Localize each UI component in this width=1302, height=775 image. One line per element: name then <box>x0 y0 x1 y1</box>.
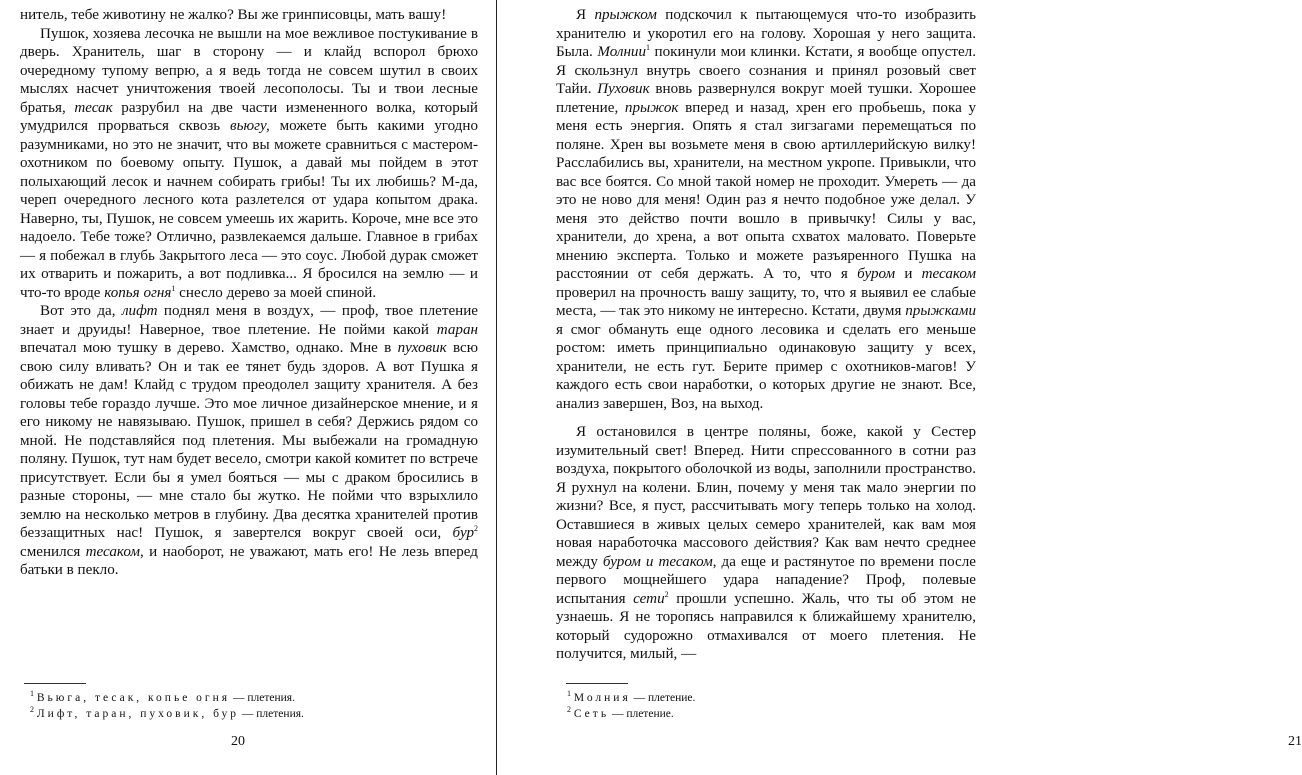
left-page-body <box>20 6 478 580</box>
weave-term: прыжок <box>624 99 679 116</box>
weave-term: пуховик <box>397 340 447 356</box>
footnotes <box>30 690 304 722</box>
footnote-terms: Сеть <box>573 708 610 720</box>
footnote-marker: 2 <box>567 705 571 715</box>
footnote-desc: — плетение. <box>609 708 674 720</box>
weave-term: лифт <box>121 303 158 319</box>
weave-term: бур <box>452 525 474 541</box>
weave-term: тесак <box>74 99 113 116</box>
weave-term: буром и тесаком <box>602 553 713 570</box>
weave-term: прыжком <box>594 7 657 23</box>
weave-term: вьюгу, <box>230 118 270 134</box>
footnote-terms: Вьюга, тесак, копье огня <box>36 692 231 704</box>
footnote-ref: 2 <box>474 523 478 533</box>
weave-term: таран <box>436 321 478 338</box>
footnote-terms: Молния <box>573 692 631 704</box>
footnote-terms: Лифт, таран, пуховик, бур <box>36 708 240 720</box>
right-page <box>500 0 1302 775</box>
footnote-ref: 1 <box>646 42 651 52</box>
weave-term: тесаком <box>921 266 976 282</box>
weave-term: Пуховик <box>597 81 650 97</box>
footnote-desc: — плетения. <box>239 708 304 720</box>
paragraph: Я остановился в центре поляны, боже, какой у Сестер изумительный свет! Вперед. Нити спрессованного в сотни раз воздуха, покрытого оболочкой из воды, заполнили пространство. Я рухнул на колени. Блин, почему у меня так мало энергии по жизни? Все, я пуст, рассчитывать могу теперь только на холод. Оставшиеся в живых целых семеро хранителей, как вам моя новая наработочка массового действия? Как вам нечто среднее между буром и тесаком, да еще и растянутое по времени после первого мощнейшего удара нападение? Проф, полевые испытания сети$^2$ прошли успешно. Жаль, что ты об этом не узнаешь. Я не торопясь направился к ближайшему хранителю, который судорожно отмахивался от моего плетения. Не получится, милый, — <box>556 424 976 662</box>
footnote <box>567 706 695 722</box>
right-page-body <box>556 6 976 664</box>
paragraph: Вот это да, лифт поднял меня в воздух, — проф, твое плетение знает и друиды! Наверное, твое плетение. Не пойми какой таран впечатал мою тушку в дерево. Хамство, однако. Мне в пуховик всю свою силу вливать? Он и так ее тянет будь здоров. А вот Пушка я обижать не дам! Клайд с трудом преодолел защиту хранителя. А без головы тебе гораздо лучше. Это мое личное дизайнерское мнение, и я его никому не навязываю. Пушок, пришел в себя? Держись рядом со мной. Не подставляйся под плетения. Мы выбежали на громадную поляну. Пушок, тут нам будет весело, смотри какой комитет по встрече присутствует. Если бы я умел бояться — мы с драком бросились в разные стороны, — мне стало бы жутко. Не пойми что взрыхлило землю на несколько метров в глубину. Два десятка хранителей против беззащитных нас! Пушок, я завертелся вокруг своей оси, бур$^2$ сменился тесаком, и наоборот, не уважают, мать его! Не лезь вперед батьки в пекло. <box>20 303 479 578</box>
footnote-marker: 1 <box>567 689 571 699</box>
footnote-rule <box>566 683 628 684</box>
page-number: 20 <box>231 734 245 749</box>
paragraph: Пушок, хозяева лесочка не вышли на мое вежливое постукивание в дверь. Хранитель, шаг в сторону — и клайд вспорол брюхо очередному тупому вепрю, а я ведь тогда не совсем шутил в своих мыслях насчет уничтожения твоей лесополосы. Ты и твои лесные братья, тесак разрубил на две части измененного волка, который умудрился прорваться сквозь вьюгу, можете быть какими угодно разумниками, но это не значит, что вы можете сравниться с мастером-охотником по боевому опыту. Пушок, а давай мы пойдем в этот полыхающий лесок и начнем собирать грибы! Ты их любишь? М-да, череп очередного лесного кота разлетелся от удара копытом драка. Наверно, ты, Пушок, не совсем умеешь их жарить. Короче, мне все это надоело. Тебе тоже? Отлично, развлекаемся дальше. Главное в грибах — я побежал в глубь Закрытого леса — это соус. Любой дурак сможет их отварить и пожарить, а вот подливка... Я бросился на землю — и что-то вроде копья огня$^1$ снесло дерево за моей спиной. <box>20 25 478 301</box>
footnote-ref: 1 <box>171 283 176 293</box>
left-page <box>0 0 496 775</box>
footnote-marker: 2 <box>30 705 34 715</box>
weave-term: тесаком <box>85 543 140 560</box>
weave-term: копья огня <box>104 284 172 301</box>
weave-term: Молнии <box>597 44 647 60</box>
weave-term: сети <box>633 590 665 607</box>
footnotes <box>567 690 695 722</box>
footnote <box>567 690 695 706</box>
footnote <box>30 690 304 706</box>
paragraph: нитель, тебе животину не жалко? Вы же гринписовцы, мать вашу! <box>20 7 447 23</box>
footnote-desc: — плетение. <box>630 692 696 704</box>
footnote <box>30 706 304 722</box>
footnote-rule <box>24 683 86 684</box>
weave-term: прыжками <box>905 303 976 319</box>
footnote-ref: 2 <box>664 589 669 599</box>
weave-term: буром <box>857 266 896 282</box>
footnote-desc: — плетения. <box>230 692 295 704</box>
footnote-marker: 1 <box>30 689 34 699</box>
paragraph: Я прыжком подскочил к пытающемуся что-то изобразить хранителю и укоротил его на голову. Хорошая у него защита. Была. Молнии$^1$ покинули мои клинки. Кстати, я вообще опустел. Я скользнул внутрь своего сознания и принял розовый свет Тайи. Пуховик вновь развернулся вокруг моей тушки. Хорошее плетение, прыжок вперед и назад, хрен его пробьешь, пока у меня есть энергия. Опять я стал зигзагами перемещаться по поляне. Хрен вы возьмете меня в свою артиллерийскую вилку! Расслабились вы, хранители, на местном укропе. Привыкли, что вас все боятся. Со мной такой номер не проходит. Умереть — да это не ново для меня! Один раз я нечто подобное уже делал. У меня это действо почти вошло в привычку! Силы у вас, хранители, до хрена, а вот опыта схватох маловато. Поверьте мнению эксперта. Только и можете разъяренного Пушка на расстоянии от себя держать. А то, что я буром и тесаком проверил на прочность вашу защиту, то, что я выявил ее слабые места, — так это никому не интересно. Кстати, двумя прыжками я смог обмануть еще одного лесовика и сделать его меньше ростом: иметь принципиально одинаковую защиту у всех, хранители, не есть гут. Берите пример с охотников-магов! У каждого есть свои наработки, о которых другие не знают. Все, анализ завершен, Воз, на выход. <box>556 7 976 412</box>
page-number: 21 <box>1288 734 1302 749</box>
page-divider <box>496 0 497 775</box>
